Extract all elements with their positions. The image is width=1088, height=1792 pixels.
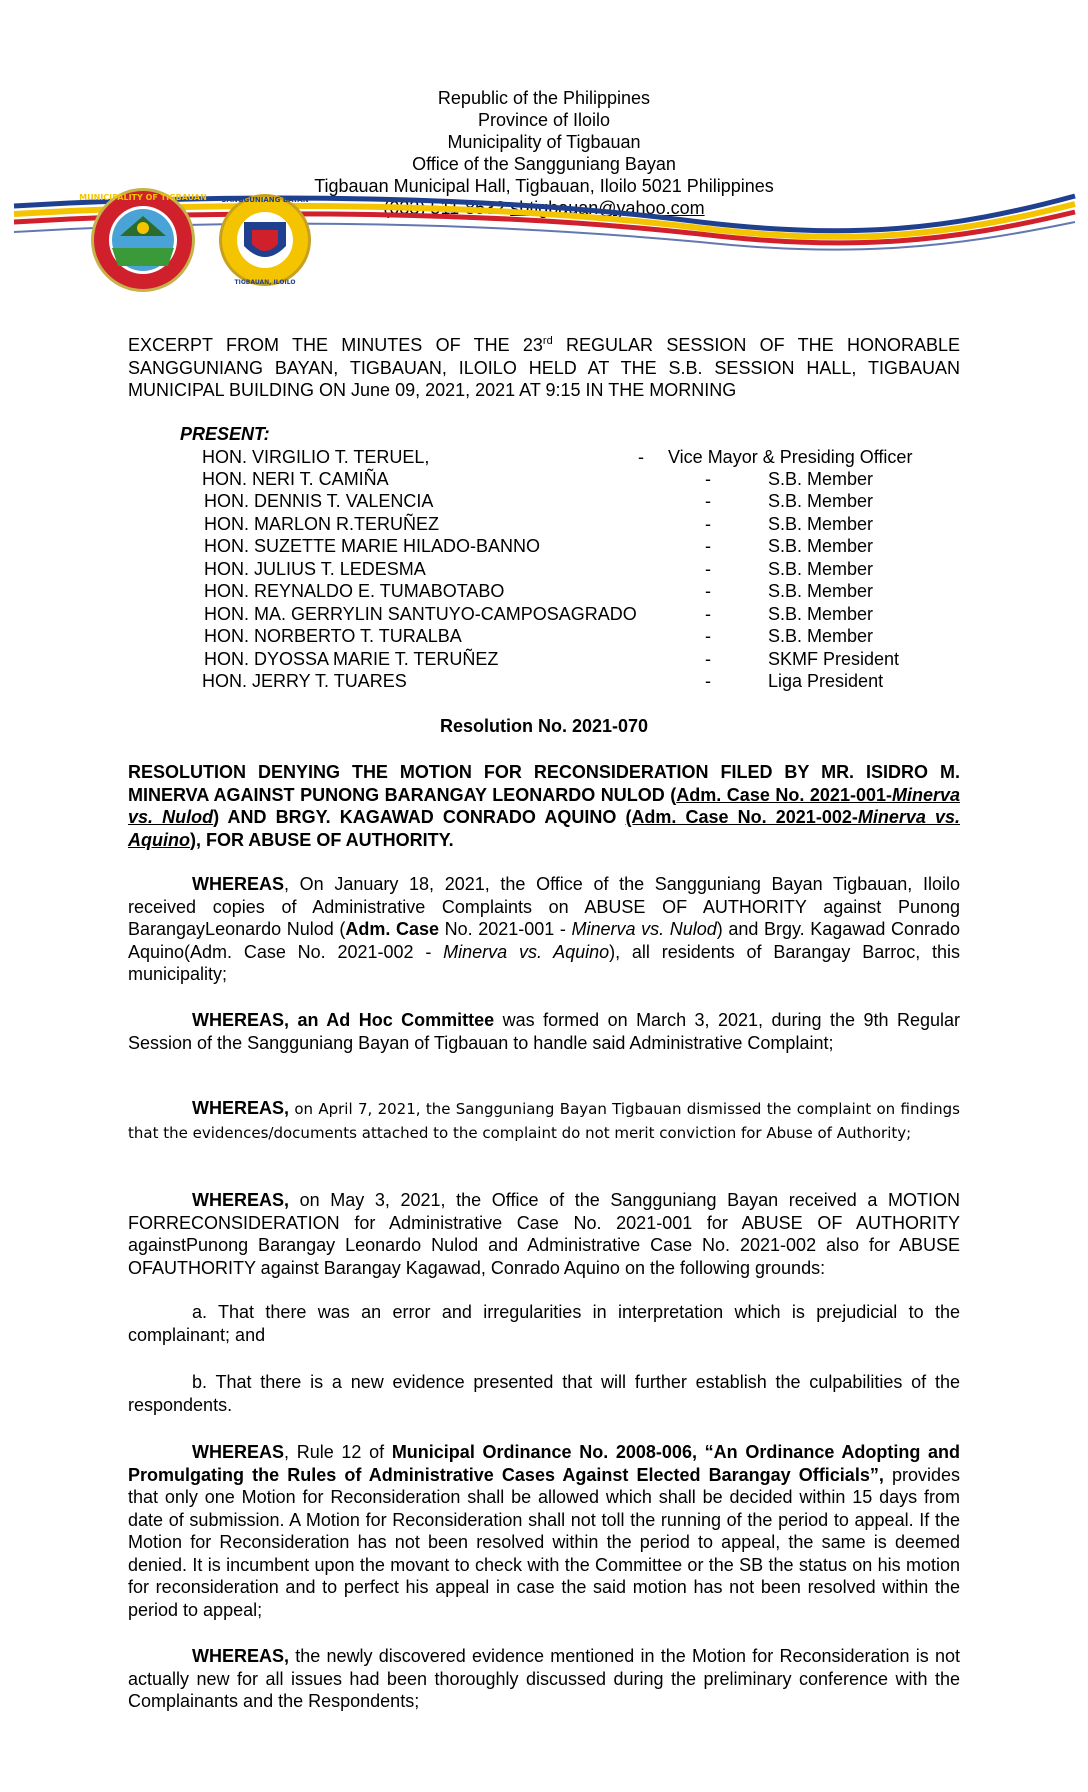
attendance-row [204, 513, 944, 535]
letterhead-banner [0, 188, 1088, 286]
member-dash: - [705, 671, 711, 691]
member-position: S.B. Member [768, 491, 874, 511]
member-dash: - [705, 604, 711, 624]
title-case-name-2: Minerva vs. Aquino [128, 807, 960, 850]
attendance-row [204, 603, 944, 625]
member-position: S.B. Member [768, 581, 874, 601]
paragraph-text: ) and Brgy. Kagawad Conrado Aquino(Adm. Case No. 2021-002 - [128, 919, 960, 962]
whereas-label: WHEREAS, [192, 1190, 290, 1210]
member-dash: - [638, 447, 644, 467]
attendance-row [202, 670, 942, 692]
paragraph-bold-text: Adm. Case [345, 919, 439, 939]
attendance-row [204, 558, 944, 580]
whereas-paragraph-1 [128, 873, 960, 986]
whereas-paragraph-3 [128, 1097, 960, 1145]
member-dash: - [705, 649, 711, 669]
letterhead-municipality: Municipality of Tigbauan [447, 132, 641, 152]
whereas-label: WHEREAS, [192, 1098, 290, 1118]
title-case-name-1: Minerva vs. Nulod [128, 784, 961, 827]
member-name: HON. JERRY T. TUARES [202, 671, 407, 691]
whereas-paragraph-6 [128, 1645, 960, 1713]
sangguniang-bayan-seal-text: SANGGUNIANG BAYAN [221, 196, 309, 204]
letterhead-phone: (033) 511-8532 [383, 198, 506, 218]
whereas-paragraph-4 [128, 1189, 960, 1279]
member-dash: - [705, 536, 711, 556]
member-position: S.B. Member [768, 514, 874, 534]
whereas-paragraph-2 [128, 1009, 960, 1054]
member-name: HON. MA. GERRYLIN SANTUYO-CAMPOSAGRADO [204, 604, 637, 624]
attendance-row [202, 468, 942, 490]
whereas-label: WHEREAS, [192, 1646, 290, 1666]
paragraph-text: on April 7, 2021, the Sangguniang Bayan Tigbauan dismissed the complaint on findings that the evidences/documents attached to the complaint do not merit conviction for Abuse of Authority; [128, 1100, 960, 1142]
whereas-label: WHEREAS [192, 1442, 285, 1462]
title-case-ref-2: (Adm. Case No. 2021-002- [625, 807, 858, 827]
letterhead-address: Tigbauan Municipal Hall, Tigbauan, Iloilo 5021 Philippines [314, 176, 774, 196]
member-position: S.B. Member [768, 626, 874, 646]
sangguniang-bayan-seal [219, 194, 311, 286]
member-position: S.B. Member [768, 559, 874, 579]
member-name: HON. DENNIS T. VALENCIA [204, 491, 434, 511]
member-name: HON. DYOSSA MARIE T. TERUÑEZ [204, 649, 499, 669]
title-part: ), FOR ABUSE OF AUTHORITY. [189, 829, 454, 850]
member-dash: - [705, 491, 711, 511]
member-dash: - [705, 469, 711, 489]
excerpt-text-2: REGULAR SESSION OF THE HONORABLE SANGGUNIANG BAYAN, TIGBAUAN, ILOILO HELD AT THE S.B. SESSION HALL, TIGBAUAN MUNICIPAL BUILDING ON June 09, 2021, 2021 AT 9:15 IN THE MORNING [128, 335, 960, 400]
member-name: HON. NERI T. CAMIÑA [202, 469, 389, 489]
member-position: S.B. Member [768, 469, 874, 489]
ground-b: b. That there is a new evidence presented that will further establish the culpabilities of the respondents. [128, 1372, 960, 1415]
paragraph-text: ), all residents of Barangay Barroc, this municipality; [128, 941, 961, 984]
member-name: HON. NORBERTO T. TURALBA [204, 626, 462, 646]
paragraph-text: on May 3, 2021, the Office of the Sangguniang Bayan received a MOTION FORRECONSIDERATION for Administrative Case No. 2021-001 for ABUSE OF AUTHORITY againstPunong Barangay Leonardo Nulod and Administrative Case No. 2021-002 also for ABUSE OFAUTHORITY against Barangay Kagawad, Conrado Aquino on the following grounds: [128, 1190, 960, 1278]
paragraph-text: , On January 18, 2021, the Office of the Sangguniang Bayan Tigbauan, Iloilo received copies of Administrative Complaints on ABUSE OF AUTHORITY against Punong BarangayLeonardo Nulod ( [128, 874, 960, 939]
letterhead-email[interactable]: sbtigbauan@yahoo.com [510, 198, 705, 218]
member-name: HON. SUZETTE MARIE HILADO-BANNO [204, 536, 541, 556]
present-label: PRESENT: [180, 424, 270, 444]
member-name: HON. VIRGILIO T. TERUEL, [202, 447, 430, 467]
minutes-excerpt [128, 334, 960, 402]
excerpt-ordinal-sup: rd [542, 335, 553, 347]
member-dash: - [705, 514, 711, 534]
member-name: HON. MARLON R.TERUÑEZ [204, 514, 440, 534]
attendance-row [204, 490, 944, 512]
title-part: RESOLUTION DENYING THE MOTION FOR RECONSIDERATION FILED BY MR. ISIDRO M. MINERVA AGAINST PUNONG BARANGAY LEONARDO NULOD ( [128, 762, 960, 805]
attendance-row [204, 535, 944, 557]
paragraph-text: was formed on March 3, 2021, during the 9th Regular Session of the Sangguniang Bayan of Tigbauan to handle said Administrative Complaint; [128, 1010, 960, 1053]
member-position: Liga President [768, 671, 884, 691]
excerpt-text-1: EXCERPT FROM THE MINUTES OF THE 23 [128, 335, 543, 355]
member-position: SKMF President [768, 649, 900, 669]
whereas-label: WHEREAS [192, 874, 285, 894]
attendance-row [202, 446, 942, 468]
member-position: S.B. Member [768, 536, 874, 556]
member-name: HON. REYNALDO E. TUMABOTABO [204, 581, 505, 601]
paragraph-text: , Rule 12 of [284, 1442, 392, 1462]
member-position: Vice Mayor & Presiding Officer [668, 447, 913, 467]
resolution-number: Resolution No. 2021-070 [439, 716, 649, 736]
paragraph-text: provides that only one Motion for Reconsideration shall be allowed which shall be decided within 15 days from date of submission. A Motion for Reconsideration shall not toll the running of the period to appeal. If the Motion for Reconsideration has not been resolved within the period to appeal, the same is deemed denied. It is incumbent upon the movant to check with the Committee or the SB the status on his motion for reconsideration and to perfect his appeal in case the said motion has not been resolved within the period to appeal; [128, 1464, 960, 1620]
letterhead-republic: Republic of the Philippines [437, 88, 651, 108]
title-part: ) AND BRGY. KAGAWAD CONRADO AQUINO [213, 807, 626, 827]
paragraph-text: No. 2021-001 - [439, 919, 572, 939]
paragraph-text: the newly discovered evidence mentioned in the Motion for Reconsideration is not actually new for all issues had been thoroughly discussed during the preliminary conference with the Complainants and the Respondents; [128, 1646, 960, 1711]
case-name: Minerva vs. Aquino [443, 941, 610, 962]
member-dash: - [705, 559, 711, 579]
letterhead-province: Province of Iloilo [477, 110, 611, 130]
attendance-row [204, 648, 944, 670]
case-name: Minerva vs. Nulod [571, 919, 717, 939]
member-dash: - [705, 626, 711, 646]
member-position: S.B. Member [768, 604, 874, 624]
municipality-seal-text: MUNICIPALITY OF TIGBAUAN [79, 193, 207, 202]
whereas-paragraph-5 [128, 1441, 960, 1621]
member-name: HON. JULIUS T. LEDESMA [204, 559, 426, 579]
resolution-title [128, 761, 960, 851]
attendance-row [204, 580, 944, 602]
ground-a: a. That there was an error and irregularities in interpretation which is prejudicial to the complainant; and [128, 1302, 960, 1345]
attendance-row [204, 625, 944, 647]
member-dash: - [705, 581, 711, 601]
sangguniang-bayan-seal-subtext: TIGBAUAN, ILOILO [234, 279, 296, 286]
letterhead-office: Office of the Sangguniang Bayan [412, 154, 676, 174]
whereas-label: WHEREAS, an Ad Hoc Committee [192, 1010, 495, 1030]
title-case-ref-1: Adm. Case No. 2021-001- [676, 784, 892, 805]
ordinance-reference: Municipal Ordinance No. 2008-006, “An Ordinance Adopting and Promulgating the Rules of Administrative Cases Against Elected Barangay Officials”, [128, 1442, 961, 1485]
